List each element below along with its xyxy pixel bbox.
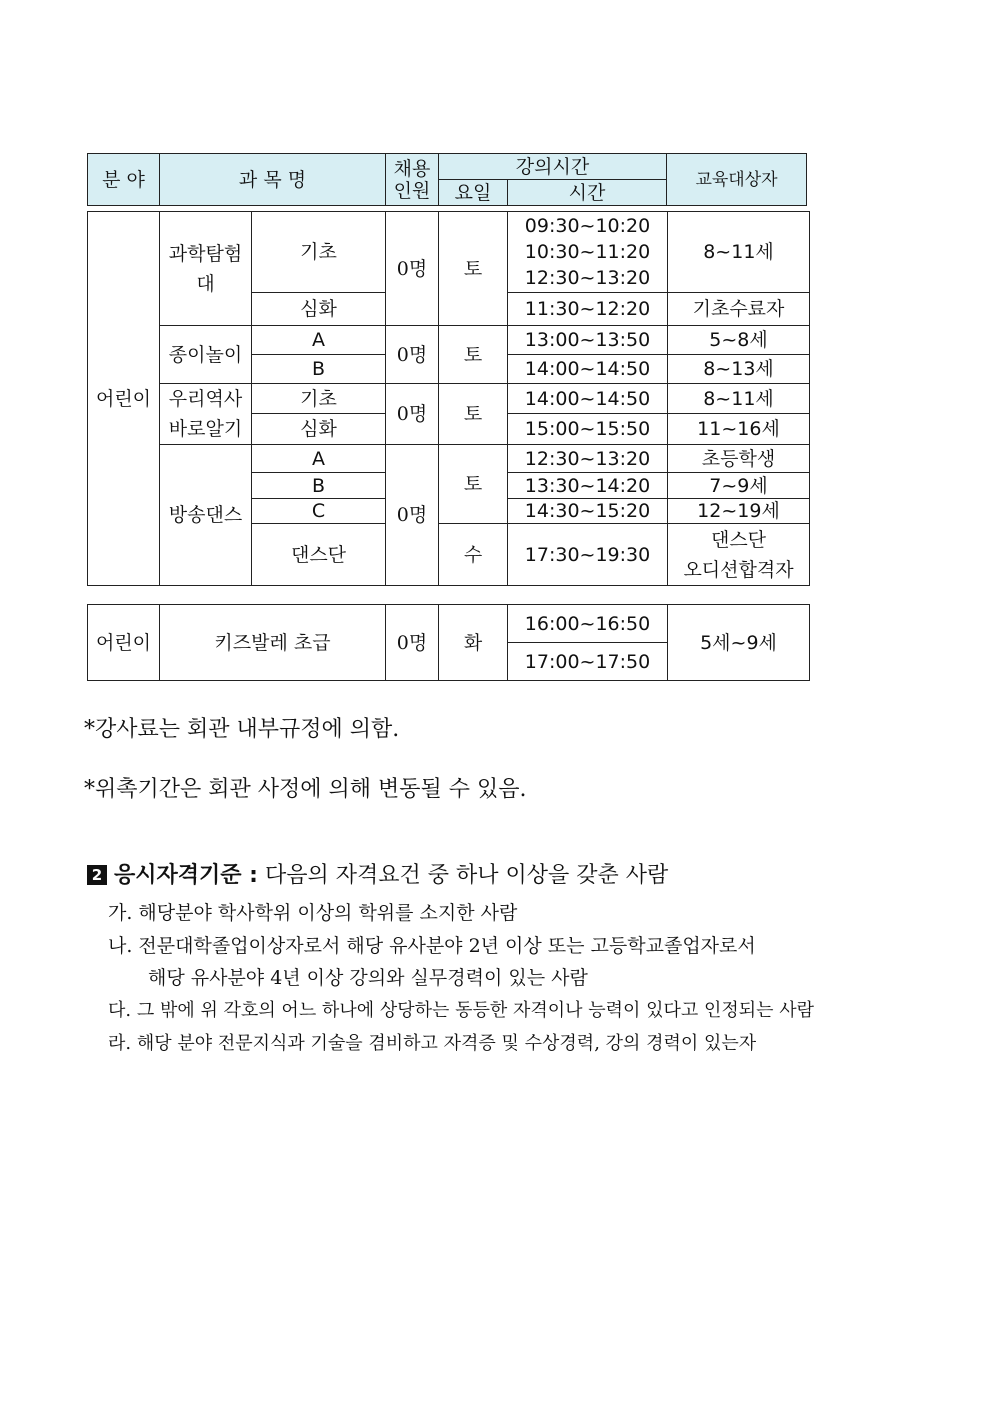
level-a: A	[252, 326, 386, 355]
qualification-item: 라. 해당 분야 전문지식과 기술을 겸비하고 자격증 및 수상경력, 강의 경력이 있는자	[108, 1033, 757, 1054]
level-crew: 댄스단	[252, 524, 386, 586]
header-hire: 채용 인원	[386, 154, 439, 206]
qualification-item: 다. 그 밖에 위 각호의 어느 하나에 상당하는 동등한 자격이나 능력이 있다고 인정되는 사람	[108, 1000, 815, 1021]
time-cell: 13:00~13:50	[508, 326, 668, 355]
level-a: A	[252, 445, 386, 473]
target-cell: 12~19세	[668, 499, 810, 524]
day-cell: 토	[439, 384, 508, 445]
qualification-item: 해당 유사분야 4년 이상 강의와 실무경력이 있는 사람	[148, 967, 588, 989]
target-cell: 11~16세	[668, 414, 810, 445]
header-subject: 과 목 명	[160, 154, 386, 206]
level-b: B	[252, 355, 386, 384]
hire-count: 0명	[386, 445, 439, 586]
time-cell: 11:30~12:20	[508, 293, 668, 326]
course-name-dance: 방송댄스	[160, 445, 252, 586]
field-cell: 어린이	[88, 605, 160, 681]
time-cell: 14:00~14:50	[508, 355, 668, 384]
hire-count: 0명	[386, 384, 439, 445]
day-cell: 토	[439, 326, 508, 384]
hire-count: 0명	[386, 605, 439, 681]
target-cell: 8~11세	[668, 384, 810, 414]
day-cell: 수	[439, 524, 508, 586]
target-cell: 초등학생	[668, 445, 810, 473]
course-name-ballet: 키즈발레 초급	[160, 605, 386, 681]
time-cell: 09:30~10:20 10:30~11:20 12:30~13:20	[508, 212, 668, 293]
section-number-badge: 2	[87, 865, 107, 885]
qualification-item: 가. 해당분야 학사학위 이상의 학위를 소지한 사람	[108, 902, 518, 924]
level-advanced: 심화	[252, 414, 386, 445]
section-subtitle: 다음의 자격요건 중 하나 이상을 갖춘 사람	[264, 863, 669, 888]
target-cell: 8~13세	[668, 355, 810, 384]
section-title: 응시자격기준 :	[114, 863, 258, 888]
kids-ballet-table	[87, 604, 810, 681]
target-cell: 7~9세	[668, 473, 810, 499]
level-basic: 기초	[252, 384, 386, 414]
header-target: 교육대상자	[667, 154, 807, 206]
time-cell: 16:00~16:50	[508, 605, 668, 643]
level-advanced: 심화	[252, 293, 386, 326]
target-cell: 댄스단 오디션합격자	[668, 524, 810, 586]
time-cell: 17:00~17:50	[508, 643, 668, 681]
course-name-paper: 종이놀이	[160, 326, 252, 384]
time-cell: 13:30~14:20	[508, 473, 668, 499]
hire-count: 0명	[386, 212, 439, 326]
level-b: B	[252, 473, 386, 499]
day-cell: 토	[439, 212, 508, 326]
time-cell: 15:00~15:50	[508, 414, 668, 445]
note-fee: *강사료는 회관 내부규정에 의함.	[84, 717, 400, 742]
day-cell: 화	[439, 605, 508, 681]
time-cell: 12:30~13:20	[508, 445, 668, 473]
course-name-science: 과학탐험 대	[160, 212, 252, 326]
target-cell: 기초수료자	[668, 293, 810, 326]
qualification-item: 나. 전문대학졸업이상자로서 해당 유사분야 2년 이상 또는 고등학교졸업자로서	[108, 935, 756, 957]
header-day: 요일	[439, 180, 508, 206]
header-time: 시간	[508, 180, 667, 206]
target-cell: 5세~9세	[668, 605, 810, 681]
header-lecture-time: 강의시간	[439, 154, 667, 180]
section2-heading	[87, 858, 668, 889]
header-field: 분 야	[88, 154, 160, 206]
header-table	[87, 153, 807, 206]
day-cell: 토	[439, 445, 508, 524]
level-basic: 기초	[252, 212, 386, 293]
course-table	[87, 211, 810, 586]
course-name-history: 우리역사 바로알기	[160, 384, 252, 445]
note-period: *위촉기간은 회관 사정에 의해 변동될 수 있음.	[84, 777, 527, 802]
target-cell: 5~8세	[668, 326, 810, 355]
time-cell: 17:30~19:30	[508, 524, 668, 586]
field-cell: 어린이	[88, 212, 160, 586]
hire-count: 0명	[386, 326, 439, 384]
time-cell: 14:30~15:20	[508, 499, 668, 524]
target-cell: 8~11세	[668, 212, 810, 293]
time-cell: 14:00~14:50	[508, 384, 668, 414]
level-c: C	[252, 499, 386, 524]
